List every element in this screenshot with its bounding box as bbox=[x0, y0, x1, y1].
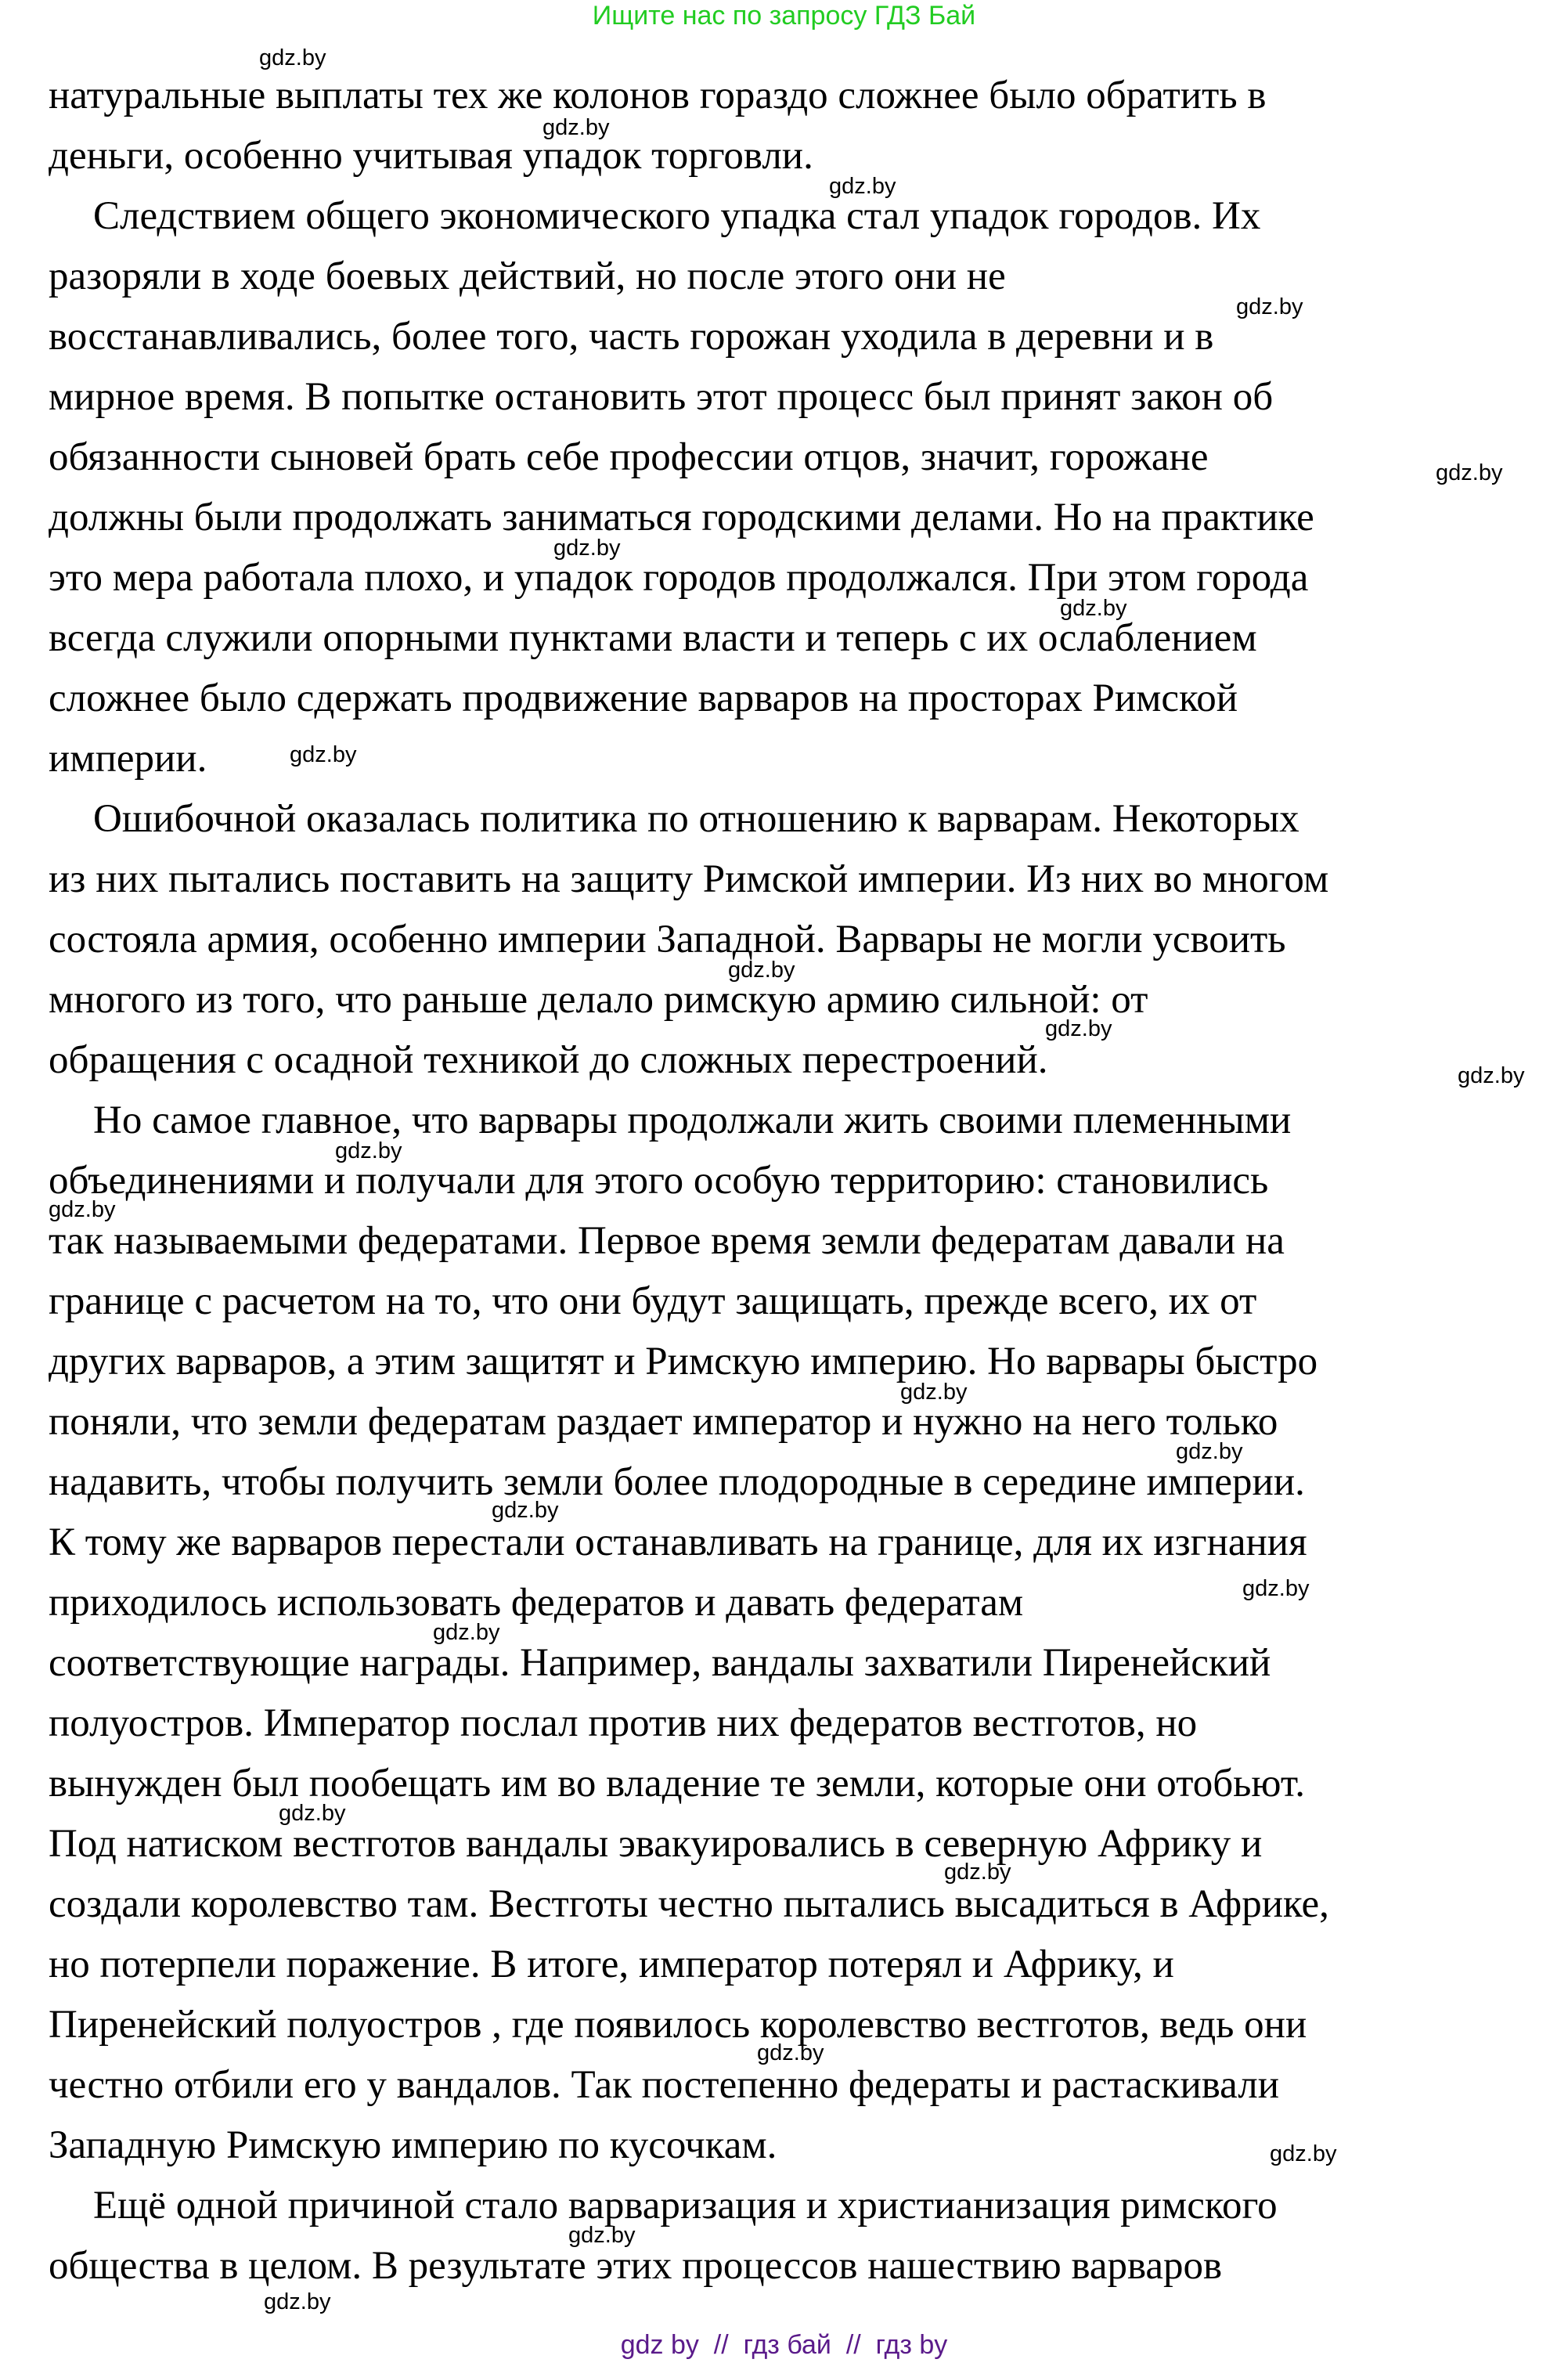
text-line: Западную Римскую империю по кусочкам. bbox=[49, 2123, 777, 2167]
watermark: gdz.by bbox=[1242, 1576, 1310, 1601]
text-line: натуральные выплаты тех же колонов гораздо сложнее было обратить в bbox=[49, 74, 1267, 117]
watermark: gdz.by bbox=[1176, 1439, 1243, 1464]
text-line: обязанности сыновей брать себе профессии отцов, значит, горожане bbox=[49, 435, 1209, 479]
text-line: К тому же варваров перестали останавливать на границе, для их изгнания bbox=[49, 1520, 1307, 1564]
text-line: из них пытались поставить на защиту Римской империи. Из них во многом bbox=[49, 857, 1329, 901]
watermark: gdz.by bbox=[1236, 294, 1303, 319]
text-line: честно отбили его у вандалов. Так постепенно федераты и растаскивали bbox=[49, 2063, 1280, 2107]
text-line: должны были продолжать заниматься городскими делами. Но на практике bbox=[49, 496, 1314, 539]
watermark: gdz.by bbox=[829, 174, 896, 199]
watermark: gdz.by bbox=[1458, 1063, 1525, 1088]
text-line: соответствующие награды. Например, вандалы захватили Пиренейский bbox=[49, 1641, 1271, 1685]
text-line: Ошибочной оказалась политика по отношению к варварам. Некоторых bbox=[93, 797, 1299, 841]
text-line: состояла армия, особенно империи Западной. Варвары не могли усвоить bbox=[49, 918, 1286, 961]
watermark: gdz.by bbox=[49, 1197, 116, 1222]
text-line: деньги, особенно учитывая упадок торговли. bbox=[49, 134, 813, 178]
text-line: полуостров. Император послал против них федератов вестготов, но bbox=[49, 1701, 1198, 1745]
text-line: восстанавливались, более того, часть горожан уходила в деревни и в bbox=[49, 315, 1214, 359]
text-line: поняли, что земли федератам раздает император и нужно на него только bbox=[49, 1400, 1278, 1444]
watermark: gdz.by bbox=[335, 1138, 402, 1163]
text-line: разоряли в ходе боевых действий, но после этого они не bbox=[49, 254, 1006, 298]
text-line: границе с расчетом на то, что они будут защищать, прежде всего, их от bbox=[49, 1279, 1257, 1323]
watermark: gdz.by bbox=[757, 2040, 824, 2065]
watermark: gdz.by bbox=[553, 536, 621, 561]
watermark: gdz.by bbox=[1436, 460, 1503, 485]
text-line: обращения с осадной техникой до сложных перестроений. bbox=[49, 1038, 1048, 1082]
text-line: Под натиском вестготов вандалы эвакуировались в северную Африку и bbox=[49, 1822, 1263, 1866]
watermark: gdz.by bbox=[1270, 2141, 1337, 2166]
text-line: надавить, чтобы получить земли более плодородные в середине империи. bbox=[49, 1460, 1305, 1504]
text-line: общества в целом. В результате этих процессов нашествию варваров bbox=[49, 2244, 1223, 2288]
watermark: gdz.by bbox=[728, 958, 795, 983]
watermark: gdz.by bbox=[279, 1801, 346, 1826]
text-line: но потерпели поражение. В итоге, император потерял и Африку, и bbox=[49, 1943, 1174, 1986]
text-line: вынужден был пообещать им во владение те земли, которые они отобьют. bbox=[49, 1762, 1306, 1805]
watermark: gdz.by bbox=[568, 2223, 636, 2248]
text-line: всегда служили опорными пунктами власти и теперь с их ослаблением bbox=[49, 616, 1257, 660]
watermark: gdz.by bbox=[1060, 596, 1127, 621]
text-line: Следствием общего экономического упадка стал упадок городов. Их bbox=[93, 194, 1261, 238]
watermark: gdz.by bbox=[259, 45, 326, 70]
text-line: так называемыми федератами. Первое время земли федератам давали на bbox=[49, 1219, 1285, 1263]
text-line: империи. bbox=[49, 737, 207, 781]
text-line: мирное время. В попытке остановить этот процесс был принят закон об bbox=[49, 375, 1274, 419]
text-line: других варваров, а этим защитят и Римскую империю. Но варвары быстро bbox=[49, 1340, 1318, 1383]
text-line: сложнее было сдержать продвижение варваров на просторах Римской bbox=[49, 676, 1238, 720]
text-line: Пиренейский полуостров , где появилось королевство вестготов, ведь они bbox=[49, 2003, 1307, 2047]
header-banner[interactable]: Ищите нас по запросу ГДЗ Бай bbox=[592, 1, 976, 31]
text-line: создали королевство там. Вестготы честно пытались высадиться в Африке, bbox=[49, 1882, 1329, 1926]
text-line: приходилось использовать федератов и давать федератам bbox=[49, 1581, 1024, 1625]
watermark: gdz.by bbox=[944, 1860, 1011, 1885]
watermark: gdz.by bbox=[264, 2289, 331, 2314]
text-line: это мера работала плохо, и упадок городов продолжался. При этом города bbox=[49, 556, 1309, 600]
watermark: gdz.by bbox=[492, 1498, 559, 1523]
footer-links[interactable]: gdz by // гдз бай // гдз by bbox=[620, 2330, 948, 2360]
watermark: gdz.by bbox=[1045, 1016, 1112, 1041]
watermark: gdz.by bbox=[290, 742, 357, 767]
text-line: многого из того, что раньше делало римскую армию сильной: от bbox=[49, 978, 1148, 1022]
watermark: gdz.by bbox=[900, 1380, 968, 1405]
watermark: gdz.by bbox=[433, 1620, 500, 1645]
watermark: gdz.by bbox=[542, 115, 610, 140]
text-line: Но самое главное, что варвары продолжали жить своими племенными bbox=[93, 1098, 1292, 1142]
text-line: Ещё одной причиной стало варваризация и христианизация римского bbox=[93, 2184, 1278, 2228]
text-line: объединениями и получали для этого особую территорию: становились bbox=[49, 1159, 1269, 1203]
